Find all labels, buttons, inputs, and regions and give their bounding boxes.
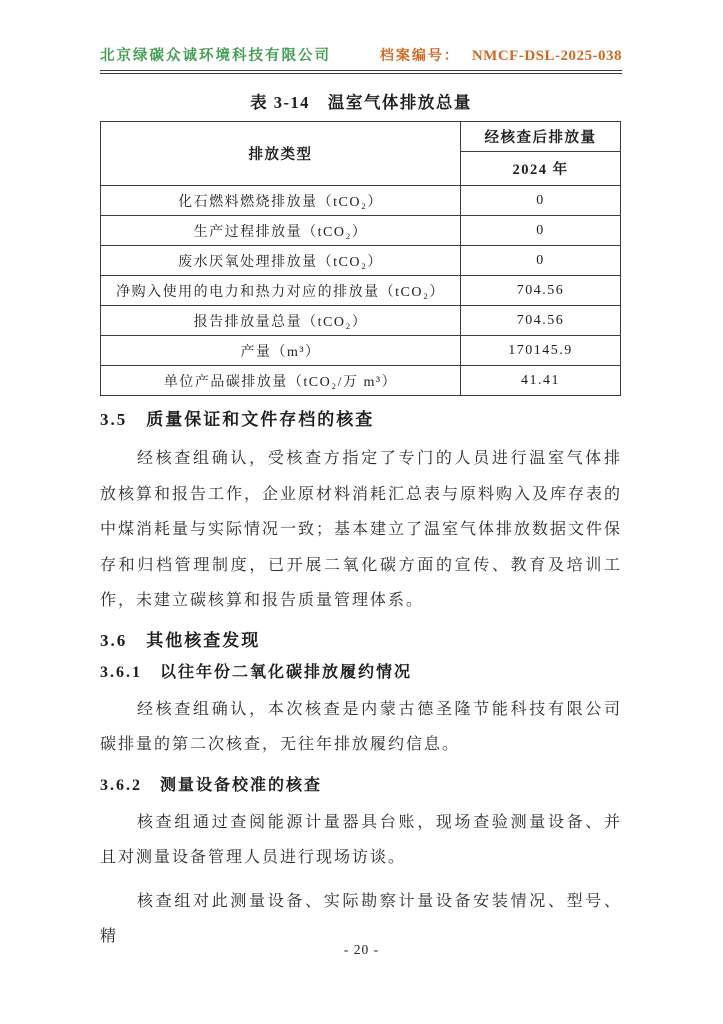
row-value: 0	[461, 246, 621, 276]
table-row	[101, 306, 621, 336]
table-row	[101, 366, 621, 396]
row-label: 废水厌氧处理排放量（tCO₂）	[101, 246, 461, 276]
col-header-emission-type: 排放类型	[101, 122, 461, 186]
row-label: 净购入使用的电力和热力对应的排放量（tCO₂）	[101, 276, 461, 306]
table-row	[101, 186, 621, 216]
section-heading-3-6: 3.6 其他核查发现	[100, 630, 261, 650]
row-value: 0	[461, 216, 621, 246]
table-title: 表 3-14 温室气体排放总量	[250, 93, 472, 112]
table-row	[101, 276, 621, 306]
running-header	[100, 44, 622, 74]
row-value: 704.56	[461, 306, 621, 336]
page-content	[100, 0, 622, 955]
table-row	[101, 336, 621, 366]
archive-label: 档案编号：	[379, 49, 460, 64]
archive-number: NMCF-DSL-2025-038	[471, 48, 622, 64]
row-value: 170145.9	[461, 336, 621, 366]
paragraph-3-5: 经核查组确认，受核查方指定了专门的人员进行温室气体排放核算和报告工作，企业原材料消耗汇总表与原料购入及库存表的中煤消耗量与实际情况一致；基本建立了温室气体排放数据文件保存和归档管理制度，已开展二氧化碳方面的宣传、教育及培训工作，未建立碳核算和报告质量管理体系。	[100, 450, 623, 609]
archive-info	[380, 45, 622, 65]
row-label: 产量（m³）	[101, 336, 461, 366]
page-number: - 20 -	[343, 942, 380, 957]
row-label: 单位产品碳排放量（tCO₂/万 m³）	[101, 366, 461, 396]
paragraph-3-6-2-a: 核查组通过查阅能源计量器具台账，现场查验测量设备、并且对测量设备管理人员进行现场访谈。	[100, 813, 622, 866]
row-label: 生产过程排放量（tCO₂）	[101, 216, 461, 246]
row-label: 报告排放量总量（tCO₂）	[101, 306, 461, 336]
table-row	[101, 246, 621, 276]
section-heading-3-6-2: 3.6.2 测量设备校准的核查	[100, 776, 323, 794]
section-heading-3-6-1: 3.6.1 以往年份二氧化碳排放履约情况	[100, 663, 413, 681]
col-header-verified-emissions: 经核查后排放量	[461, 122, 621, 152]
table-header-row-1	[101, 122, 621, 152]
row-value: 704.56	[461, 276, 621, 306]
table-row	[101, 216, 621, 246]
row-value: 0	[461, 186, 621, 216]
row-value: 41.41	[461, 366, 621, 396]
section-heading-3-5: 3.5 质量保证和文件存档的核查	[100, 410, 375, 429]
paragraph-3-6-1: 经核查组确认，本次核查是内蒙古德圣隆节能科技有限公司碳排量的第二次核查，无往年排放履约信息。	[100, 700, 622, 753]
row-label: 化石燃料燃烧排放量（tCO₂）	[101, 186, 461, 216]
company-name: 北京绿碳众诚环境科技有限公司	[100, 48, 331, 64]
col-header-year: 2024 年	[461, 152, 621, 186]
emissions-table	[100, 121, 621, 396]
paragraph-3-6-2-b: 核查组对此测量设备、实际勘察计量设备安装情况、型号、精	[100, 892, 622, 945]
